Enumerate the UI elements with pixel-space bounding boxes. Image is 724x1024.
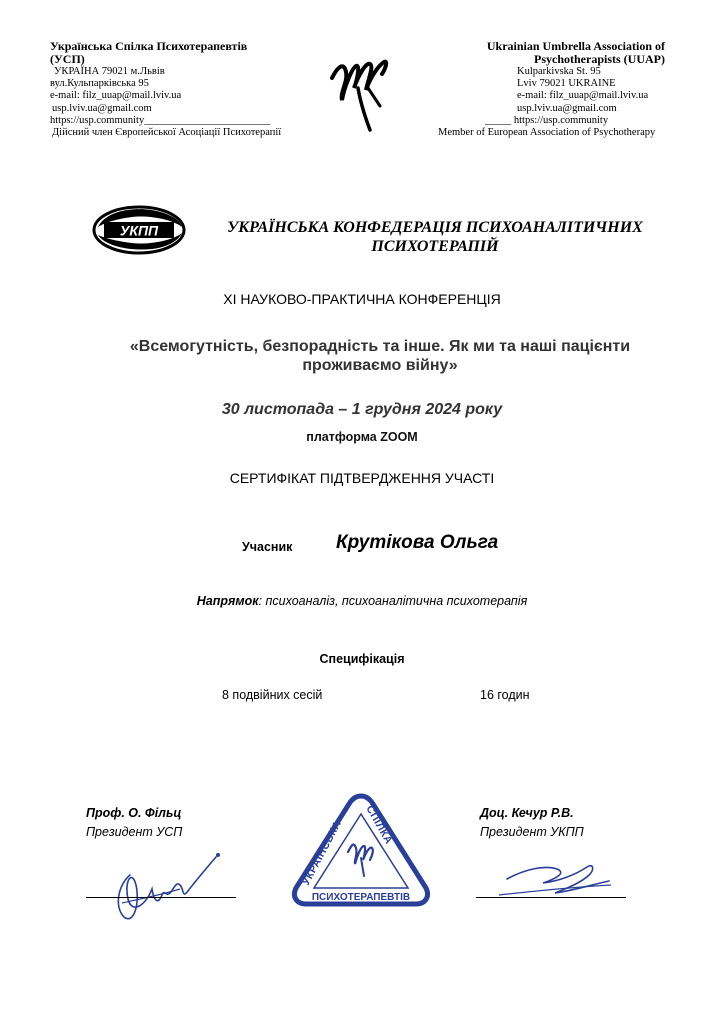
org-name-en: Ukrainian Umbrella Association of <box>486 39 665 53</box>
direction-value: : психоаналіз, психоаналітична психотерапія <box>258 594 528 608</box>
ukpp-logo-icon <box>92 205 186 255</box>
left-signature-icon <box>100 845 230 925</box>
hours-count: 16 годин <box>480 688 530 702</box>
address-line-1: УКРАЇНА 79021 м.Львів <box>54 66 165 77</box>
conference-title: ХІ НАУКОВО-ПРАКТИЧНА КОНФЕРЕНЦІЯ <box>223 291 501 307</box>
email-line-2: usp.lviv.ua@gmail.com <box>52 102 152 114</box>
theme-line-1: «Всемогутність, безпорадність та інше. Як ми та наші пацієнти <box>129 338 631 355</box>
svg-text:УКРАЇНСЬКА: УКРАЇНСЬКА <box>300 818 344 888</box>
email-en-2: usp.lviv.ua@gmail.com <box>517 102 617 114</box>
org-abbr-ua: (УСП) <box>50 52 85 66</box>
sessions-count: 8 подвійних сесій <box>222 688 323 702</box>
stamp-icon <box>286 790 436 910</box>
left-signature-line <box>86 897 236 898</box>
org-name-en-2: Psychotherapists (UUAP) <box>534 52 665 66</box>
membership-en: Member of European Association of Psychotherapy <box>438 127 656 139</box>
website-line: https://usp.community________________________ <box>50 114 271 126</box>
theme-line-2: проживаємо війну» <box>302 357 458 374</box>
conference-theme <box>90 337 670 375</box>
conference-dates: 30 листопада – 1 грудня 2024 року <box>221 401 503 418</box>
direction-line <box>0 594 724 608</box>
membership-line: Дійсний член Європейської Асоціації Психотерапії <box>52 127 282 139</box>
conference-platform: платформа ZOOM <box>306 430 418 444</box>
ukpp-title-line-1: УКРАЇНСЬКА КОНФЕДЕРАЦІЯ ПСИХОАНАЛІТИЧНИХ <box>227 219 643 236</box>
direction-label: Напрямок <box>196 594 259 608</box>
left-signer-role: Президент УСП <box>86 825 183 839</box>
address-en-2: Lviv 79021 UKRAINE <box>517 78 616 90</box>
left-signer-name: Проф. О. Фільц <box>86 806 182 820</box>
right-signature-line <box>476 897 626 898</box>
website-en: _____ https://usp.community <box>485 114 609 126</box>
right-signer-role: Президент УКПП <box>480 825 584 839</box>
letterhead-left <box>50 40 330 139</box>
stamp-bottom-text: ПСИХОТЕРАПЕВТІВ <box>311 892 411 903</box>
usp-logo-icon <box>328 48 396 134</box>
address-en-1: Kulparkivska St. 95 <box>517 66 601 77</box>
address-line-2: вул.Кульпарківська 95 <box>50 78 149 90</box>
svg-text:СПІЛКА: СПІЛКА <box>363 803 395 847</box>
email-line-1: e-mail: filz_uuap@mail.lviv.ua <box>50 90 182 102</box>
participant-label: Учасник <box>242 540 293 554</box>
ukpp-title-line-2: ПСИХОТЕРАПІЙ <box>371 238 499 255</box>
spec-label: Специфікація <box>319 652 405 666</box>
letterhead-right <box>420 40 665 139</box>
org-name-ua: Українська Спілка Психотерапевтів <box>50 39 248 53</box>
certificate-title: СЕРТИФІКАТ ПІДТВЕРДЖЕННЯ УЧАСТІ <box>229 470 495 486</box>
participant-name: Крутікова Ольга <box>336 532 499 553</box>
right-signer-name: Доц. Кечур Р.В. <box>480 806 574 820</box>
email-en-1: e-mail: filz_uuap@mail.lviv.ua <box>517 90 649 102</box>
ukpp-logo-text: УКПП <box>119 222 159 239</box>
ukpp-title <box>200 218 670 256</box>
